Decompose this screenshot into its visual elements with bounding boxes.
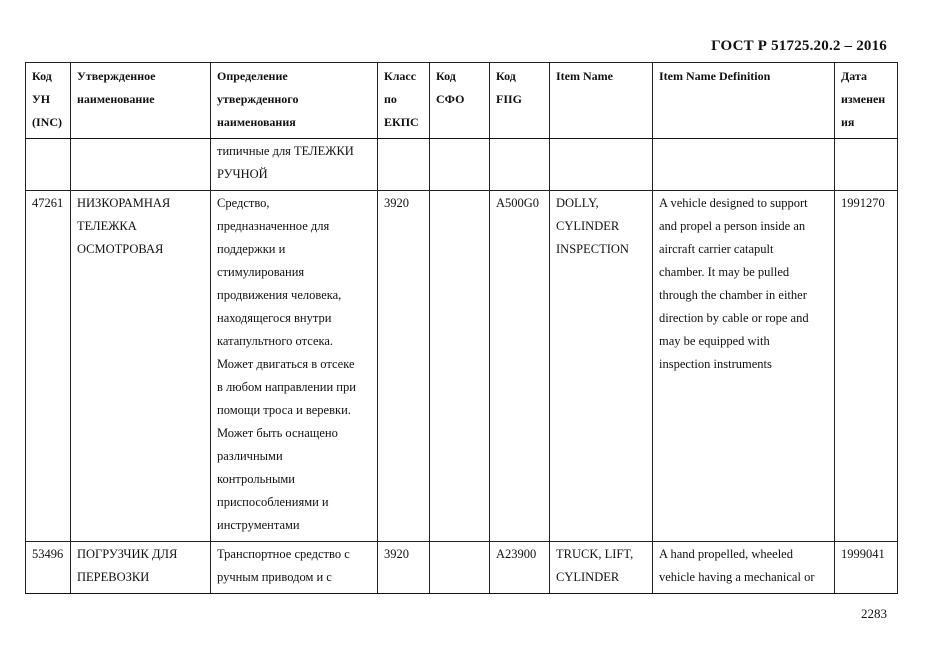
cell-item-name: DOLLY, CYLINDER INSPECTION xyxy=(550,191,653,542)
cell-inc xyxy=(26,139,71,191)
col-header-item-name-definition: Item Name Definition xyxy=(653,63,835,139)
cell-item-name: TRUCK, LIFT, CYLINDER xyxy=(550,542,653,594)
col-header-sfo-code: Код СФО xyxy=(430,63,490,139)
cell-definition: типичные для ТЕЛЕЖКИ РУЧНОЙ xyxy=(211,139,378,191)
cell-class: 3920 xyxy=(378,191,430,542)
cell-change-date: 1991270 xyxy=(835,191,898,542)
col-header-item-name: Item Name xyxy=(550,63,653,139)
table-row xyxy=(26,139,898,191)
cell-sfo-code xyxy=(430,139,490,191)
cell-item-name-definition: A vehicle designed to support and propel a person inside an aircraft carrier catapult chamber. It may be pulled through the chamber in either direction by cable or rope and may be equipped with inspection instruments xyxy=(653,191,835,542)
cell-sfo-code xyxy=(430,191,490,542)
cell-sfo-code xyxy=(430,542,490,594)
cell-definition: Средство, предназначенное для поддержки и стимулирования продвижения человека, находящегося внутри катапультного отсека. Может двигаться в отсеке в любом направлении при помощи троса и веревки. Может быть оснащено различными контрольными приспособлениями и инструментами xyxy=(211,191,378,542)
cell-class xyxy=(378,139,430,191)
table-row xyxy=(26,542,898,594)
cell-approved-name: ПОГРУЗЧИК ДЛЯ ПЕРЕВОЗКИ xyxy=(71,542,211,594)
cell-class: 3920 xyxy=(378,542,430,594)
cell-fiig-code xyxy=(490,139,550,191)
cell-fiig-code: A23900 xyxy=(490,542,550,594)
col-header-class: Класс по ЕКПС xyxy=(378,63,430,139)
col-header-fiig-code: Код FIIG xyxy=(490,63,550,139)
cell-item-name xyxy=(550,139,653,191)
cell-approved-name: НИЗКОРАМНАЯ ТЕЛЕЖКА ОСМОТРОВАЯ xyxy=(71,191,211,542)
page-number: 2283 xyxy=(861,606,887,621)
col-header-change-date: Дата изменен ия xyxy=(835,63,898,139)
cell-item-name-definition xyxy=(653,139,835,191)
table-row xyxy=(26,191,898,542)
col-header-inc: Код УН (INC) xyxy=(26,63,71,139)
nomenclature-table xyxy=(25,62,898,594)
col-header-approved-name: Утвержденное наименование xyxy=(71,63,211,139)
cell-approved-name xyxy=(71,139,211,191)
table-header-row xyxy=(26,63,898,139)
col-header-definition: Определение утвержденного наименования xyxy=(211,63,378,139)
cell-change-date: 1999041 xyxy=(835,542,898,594)
document-header-standard: ГОСТ Р 51725.20.2 – 2016 xyxy=(711,38,887,54)
cell-change-date xyxy=(835,139,898,191)
cell-item-name-definition: A hand propelled, wheeled vehicle having a mechanical or xyxy=(653,542,835,594)
cell-definition: Транспортное средство с ручным приводом и с xyxy=(211,542,378,594)
cell-fiig-code: A500G0 xyxy=(490,191,550,542)
cell-inc: 47261 xyxy=(26,191,71,542)
cell-inc: 53496 xyxy=(26,542,71,594)
